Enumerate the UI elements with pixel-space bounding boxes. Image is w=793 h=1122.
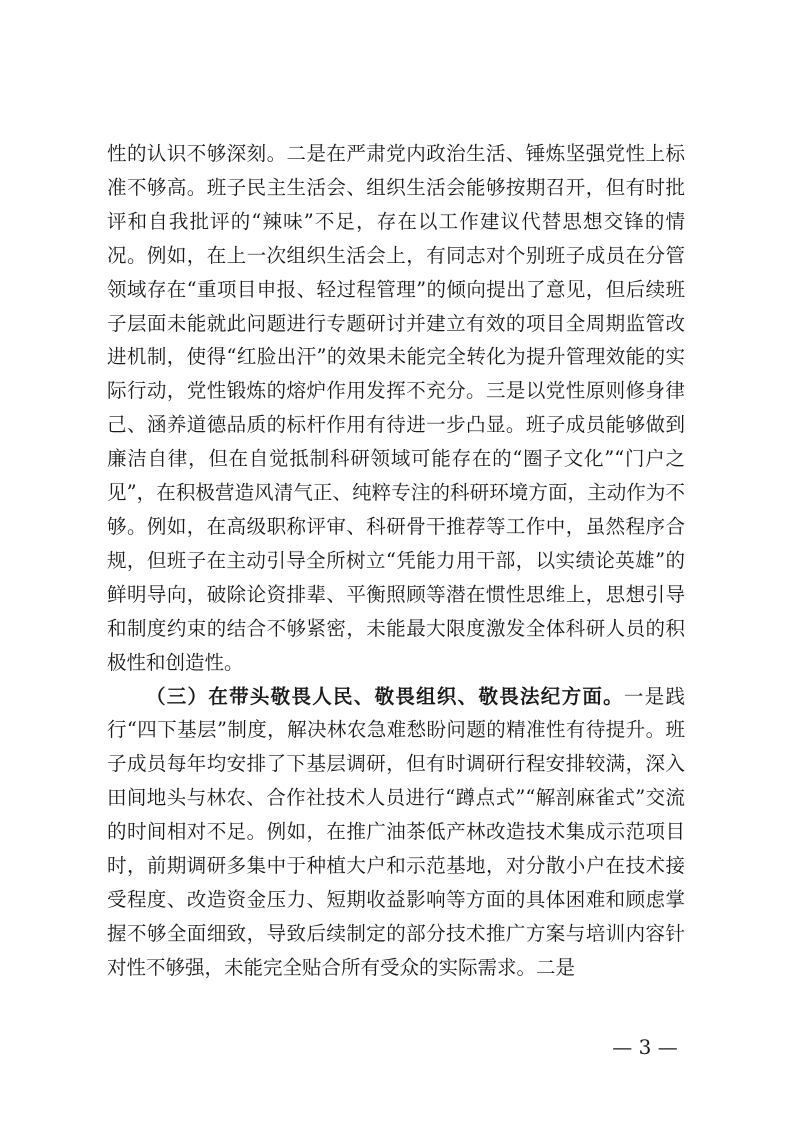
paragraph-2 xyxy=(107,680,685,985)
section-heading: （三）在带头敬畏人民、敬畏组织、敬畏法纪方面。 xyxy=(146,684,624,708)
body-text xyxy=(107,137,685,985)
paragraph-2-body: 一是践行“四下基层”制度，解决林农急难愁盼问题的精准性有待提升。班子成员每年均安排了下基层调研，但有时调研行程安排较满，深入田间地头与林农、合作社技术人员进行“蹲点式”“解剖麻雀式”交流的时间相对不足。例如，在推广油茶低产林改造技术集成示范项目时，前期调研多集中于种植大户和示范基地，对分散小户在技术接受程度、改造资金压力、短期收益影响等方面的具体困难和顾虑掌握不够全面细致，导致后续制定的部分技术推广方案与培训内容针对性不够强，未能完全贴合所有受众的实际需求。二是 xyxy=(107,684,685,979)
paragraph-1: 性的认识不够深刻。二是在严肃党内政治生活、锤炼坚强党性上标准不够高。班子民主生活会、组织生活会能够按期召开，但有时批评和自我批评的“辣味”不足，存在以工作建议代替思想交锋的情况。例如，在上一次组织生活会上，有同志对个别班子成员在分管领域存在“重项目申报、轻过程管理”的倾向提出了意见，但后续班子层面未能就此问题进行专题研讨并建立有效的项目全周期监管改进机制，使得“红脸出汗”的效果未能完全转化为提升管理效能的实际行动，党性锻炼的熔炉作用发挥不充分。三是以党性原则修身律己、涵养道德品质的标杆作用有待进一步凸显。班子成员能够做到廉洁自律，但在自觉抵制科研领域可能存在的“圈子文化”“门户之见”，在积极营造风清气正、纯粹专注的科研环境方面，主动作为不够。例如，在高级职称评审、科研骨干推荐等工作中，虽然程序合规，但班子在主动引导全所树立“凭能力用干部，以实绩论英雄”的鲜明导向，破除论资排辈、平衡照顾等潜在惯性思维上，思想引导和制度约束的结合不够紧密，未能最大限度激发全体科研人员的积极性和创造性。 xyxy=(107,142,685,674)
page-number: — 3 — xyxy=(612,1035,678,1059)
